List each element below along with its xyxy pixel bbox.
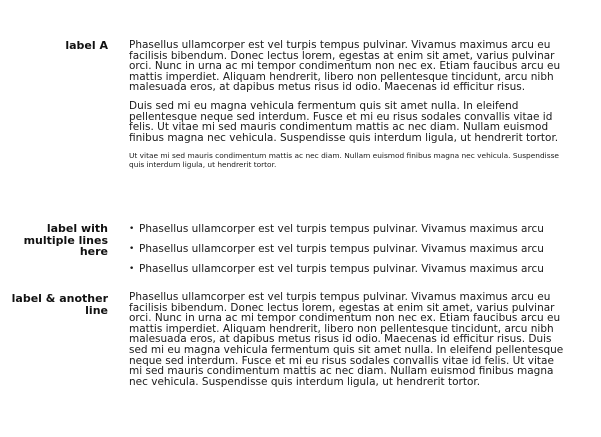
list-item-text: Phasellus ullamcorper est vel turpis tempus pulvinar. Vivamus maximus arcu <box>139 223 544 235</box>
list-item <box>129 222 564 242</box>
small-note: Ut vitae mi sed mauris condimentum mattis ac nec diam. Nullam euismod finibus magna nec vehicula. Suspendisse quis interdum ligula, ut hendrerit tortor. <box>129 151 559 170</box>
section-content <box>129 222 564 282</box>
section-label: label & another line <box>11 292 108 317</box>
section-label: label with multiple lines here <box>23 222 108 258</box>
bullet-list <box>129 222 564 282</box>
list-item <box>129 262 564 282</box>
bullet-icon: • <box>129 244 135 254</box>
bullet-icon: • <box>129 224 135 234</box>
section-content <box>129 40 564 169</box>
bullet-icon: • <box>129 264 135 274</box>
list-item-text: Phasellus ullamcorper est vel turpis tempus pulvinar. Vivamus maximus arcu <box>139 243 544 255</box>
section-content <box>129 292 564 387</box>
section-label: label A <box>65 39 108 52</box>
paragraph: Phasellus ullamcorper est vel turpis tempus pulvinar. Vivamus maximus arcu eu facilisis bibendum. Donec lectus lorem, egestas at enim sit amet, varius pulvinar orci. Nunc in urna ac mi tempor condimentum non nec ex. Etiam faucibus arcu eu mattis imperdiet. Aliquam hendrerit, libero non pellentesque tincidunt, arcu nibh malesuada eros, at dapibus metus risus id odio. Maecenas id efficitur risus. Duis sed mi eu magna vehicula fermentum quis sit amet nulla. In eleifend pellentesque neque sed interdum. Fusce et mi eu risus sodales convallis vitae id felis. Ut vitae mi sed mauris condimentum mattis ac nec diam. Nullam euismod finibus magna nec vehicula. Suspendisse quis interdum ligula, ut hendrerit tortor. <box>129 291 564 388</box>
paragraph: Duis sed mi eu magna vehicula fermentum quis sit amet nulla. In eleifend pellentesque neque sed interdum. Fusce et mi eu risus sodales convallis vitae id felis. Ut vitae mi sed mauris condimentum mattis ac nec diam. Nullam euismod finibus magna nec vehicula. Suspendisse quis interdum ligula, ut hendrerit tortor. <box>129 99 559 144</box>
list-item-text: Phasellus ullamcorper est vel turpis tempus pulvinar. Vivamus maximus arcu <box>139 263 544 275</box>
list-item <box>129 242 564 262</box>
paragraph: Phasellus ullamcorper est vel turpis tempus pulvinar. Vivamus maximus arcu eu facilisis bibendum. Donec lectus lorem, egestas at enim sit amet, varius pulvinar orci. Nunc in urna ac mi tempor condimentum non nec ex. Etiam faucibus arcu eu mattis imperdiet. Aliquam hendrerit, libero non pellentesque tincidunt, arcu nibh malesuada eros, at dapibus metus risus id odio. Maecenas id efficitur risus. <box>129 39 561 94</box>
